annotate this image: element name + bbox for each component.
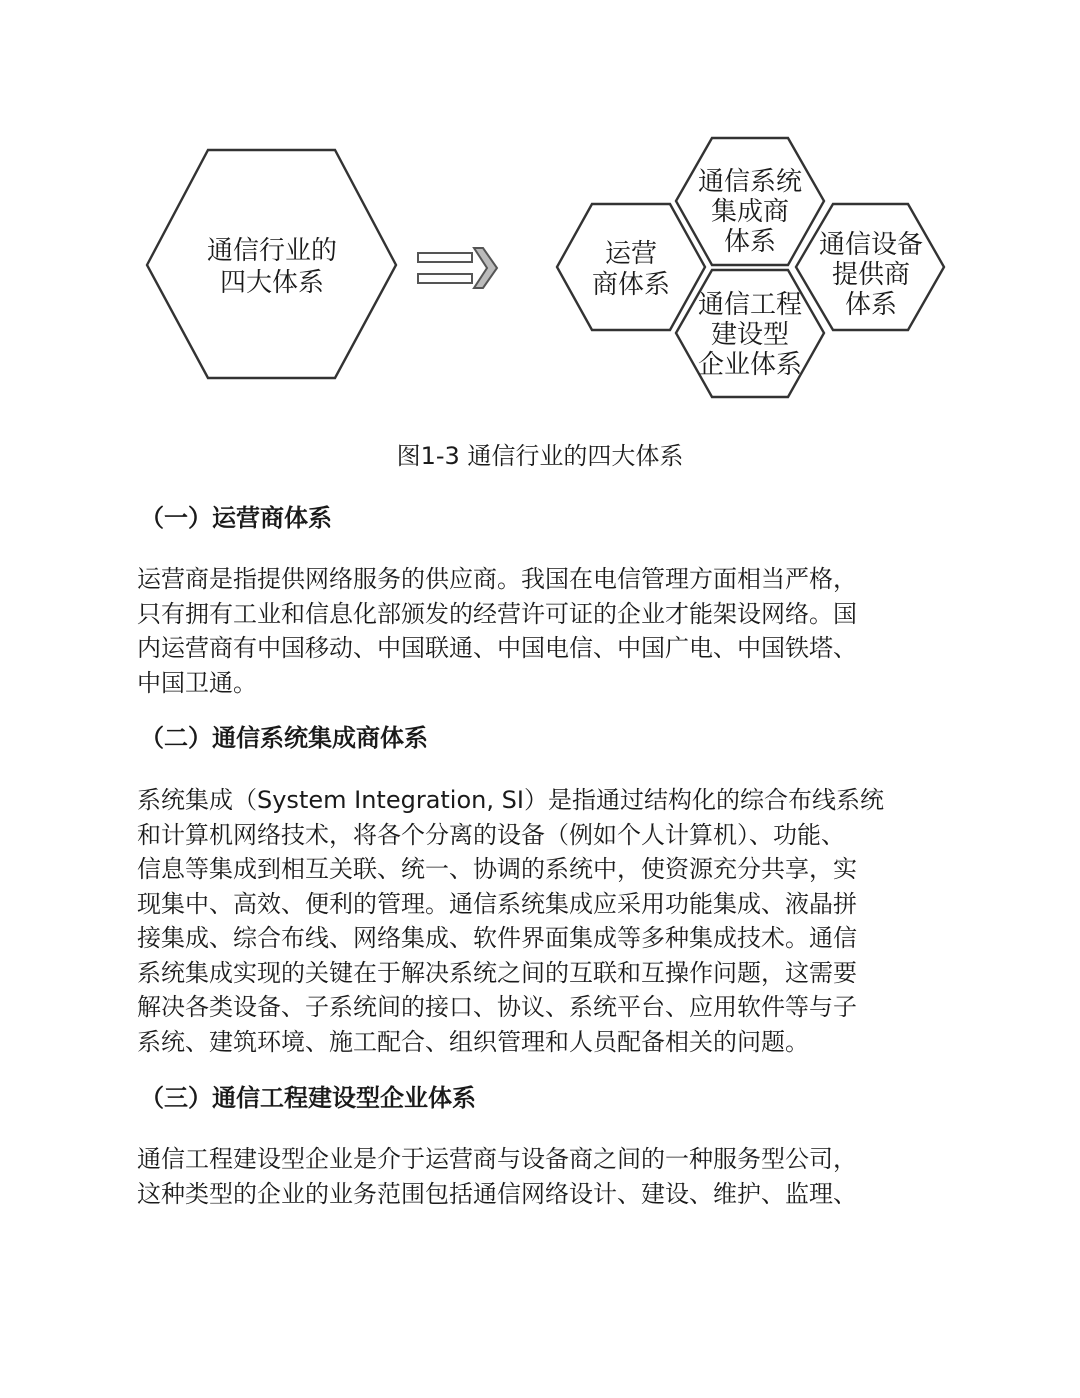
section-paragraph-operator [137, 562, 937, 700]
industry-hex-line-1: 通信行业的 [206, 236, 338, 266]
operator-hex-line-1: 运营 [604, 239, 658, 269]
paragraph-line: 系统集成实现的关键在于解决系统之间的互联和互操作问题，这需要 [137, 958, 857, 987]
integrator-hex-line-1: 通信系统 [697, 167, 803, 197]
operator-hexagon [557, 204, 705, 330]
equipment-hex-line-1: 通信设备 [818, 230, 924, 260]
paragraph-line: 内运营商有中国移动、中国联通、中国电信、中国广电、中国铁塔、 [137, 634, 857, 662]
section-heading-system-integrator: （二）通信系统集成商体系 [140, 724, 428, 752]
paragraph-line: 这种类型的企业的业务范围包括通信网络设计、建设、维护、监理、 [137, 1179, 857, 1208]
double-arrow-icon [418, 248, 497, 288]
paragraph-line: 运营商是指提供网络服务的供应商。我国在电信管理方面相当严格， [137, 565, 857, 593]
section-heading-operator: （一）运营商体系 [140, 504, 332, 532]
system-integrator-hexagon [676, 138, 824, 265]
equipment-hex-line-2: 提供商 [831, 260, 911, 290]
integrator-hex-line-3: 体系 [723, 227, 777, 257]
paragraph-line: 系统、建筑环境、施工配合、组织管理和人员配备相关的问题。 [137, 1027, 809, 1056]
paragraph-line: 通信工程建设型企业是介于运营商与设备商之间的一种服务型公司， [137, 1145, 857, 1173]
construction-hex-line-3: 企业体系 [697, 350, 803, 380]
section-heading-construction: （三）通信工程建设型企业体系 [140, 1084, 476, 1112]
construction-enterprise-hexagon [676, 270, 824, 397]
equipment-provider-hexagon [796, 204, 944, 330]
paragraph-line: 中国卫通。 [137, 668, 257, 697]
section-paragraph-construction [137, 1142, 937, 1211]
industry-hex-line-2: 四大体系 [219, 268, 325, 298]
paragraph-line: 和计算机网络技术，将各个分离的设备（例如个人计算机）、功能、 [137, 820, 845, 849]
paragraph-line: 系统集成（System Integration, SI）是指通过结构化的综合布线系统 [137, 786, 884, 814]
equipment-hex-line-3: 体系 [844, 290, 898, 320]
industry-hexagon [147, 150, 396, 378]
integrator-hex-line-2: 集成商 [710, 197, 790, 227]
figure-caption: 图1-3 通信行业的四大体系 [396, 442, 684, 470]
construction-hex-line-1: 通信工程 [697, 290, 803, 320]
operator-hex-line-2: 商体系 [591, 270, 671, 300]
paragraph-line: 接集成、综合布线、网络集成、软件界面集成等多种集成技术。通信 [137, 924, 857, 952]
paragraph-line: 只有拥有工业和信息化部颁发的经营许可证的企业才能架设网络。国 [137, 599, 857, 628]
paragraph-line: 现集中、高效、便利的管理。通信系统集成应采用功能集成、液晶拼 [137, 889, 857, 918]
four-systems-diagram [0, 0, 1080, 430]
paragraph-line: 解决各类设备、子系统间的接口、协议、系统平台、应用软件等与子 [137, 993, 857, 1021]
section-paragraph-system-integrator [137, 783, 937, 1059]
construction-hex-line-2: 建设型 [710, 320, 790, 350]
paragraph-line: 信息等集成到相互关联、统一、协调的系统中，使资源充分共享，实 [137, 855, 857, 883]
